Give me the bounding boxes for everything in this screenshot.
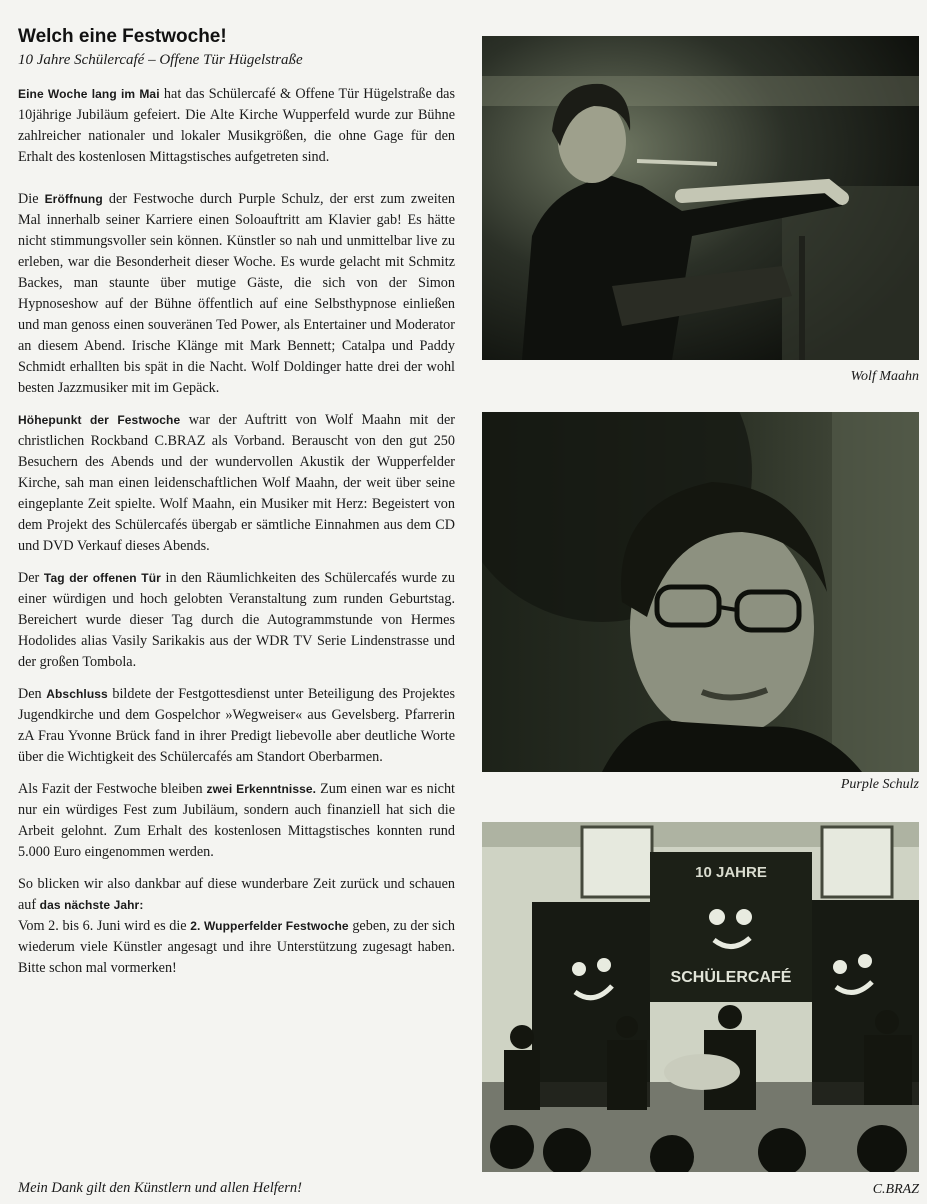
photo-caption: C.BRAZ: [872, 1182, 919, 1197]
article-subtitle: 10 Jahre Schülercafé – Offene Tür Hügelstraße: [18, 52, 303, 68]
paragraph-pre: Die: [18, 191, 45, 207]
paragraph-lead: zwei Erkenntnisse.: [206, 782, 317, 796]
article-text-column: [18, 26, 455, 979]
closing-thanks: Mein Dank gilt den Künstlern und allen Helfern!: [18, 1180, 302, 1196]
paragraph-pre: So blicken wir also dankbar auf diese wunderbare Zeit zurück und schauen auf: [18, 876, 455, 913]
paragraph-lead: das nächste Jahr:: [39, 898, 144, 912]
paragraph-pre: Vom 2. bis 6. Juni wird es die: [18, 918, 191, 934]
paragraph-outlook: [18, 874, 455, 979]
photo-caption: Purple Schulz: [840, 777, 919, 792]
photo-caption: Wolf Maahn: [850, 369, 919, 384]
paragraph-conclusion: [18, 779, 455, 863]
paragraph-body: in den Räumlichkeiten des Schülercafés wurde zu einer würdigen und hoch gelobten Veranstaltung zum runden Geburtstag. Bereichert wurde dieser Tag durch die Autogrammstunde von Hermes Hodolides alias Vasily Sarikakis aus der WDR TV Serie Lindenstrasse und der großen Tombola.: [18, 570, 455, 670]
photo-purple-schulz: [482, 412, 919, 772]
paragraph-body: Zum einen war es nicht nur ein würdiges Fest zum Jubiläum, sondern auch finanziell hat sich die Arbeit gelohnt. Zum Erhalt des kostenlosen Mittagstisches konnten rund 5.000 Euro eingenommen werden.: [18, 781, 455, 860]
paragraph-open-day: [18, 568, 455, 673]
paragraph-body: bildete der Festgottesdienst unter Beteiligung des Projektes Jugendkirche und dem Gospelchor »Wegweiser« aus Gevelsberg. Pfarrerin zA Frau Yvonne Brück fand in ihrer Predigt liebevolle aber deutliche Worte über die Wichtigkeit des Schülercafés am Standort Oberbarmen.: [18, 686, 456, 765]
paragraph-body: geben, zu der sich wiederum viele Künstler angesagt und ihre Unterstützung zugesagt haben. Bitte schon mal vormerken!: [18, 918, 455, 976]
paragraph-pre: Den: [18, 686, 47, 702]
banner-text: SCHÜLERCAFÉ: [670, 969, 792, 986]
paragraph-lead: Eröffnung: [44, 192, 103, 206]
paragraph-lead: Höhepunkt der Festwoche: [18, 413, 181, 427]
photo-cbraz-image: [482, 822, 919, 1172]
paragraph-pre: Als Fazit der Festwoche bleiben: [18, 781, 207, 797]
photo-wolf-maahn-image: [482, 36, 919, 360]
photo-purple-schulz-image: [482, 412, 919, 772]
paragraph-opening: [18, 189, 455, 399]
paragraph-lead: 2. Wupperfelder Festwoche: [190, 919, 349, 933]
paragraph-intro: [18, 84, 455, 168]
article-title: Welch eine Festwoche!: [18, 26, 227, 47]
paragraph-lead: Abschluss: [46, 687, 108, 701]
paragraph-body: der Festwoche durch Purple Schulz, der erst zum zweiten Mal innerhalb seiner Karriere einen Soloauftritt am Klavier gab! Es hätte nicht stimmungsvoller sein können. Künstler so nah und unmittelbar live zu erleben, war die Besonderheit dieser Woche. Es wurde gelacht mit Schmitz Backes, man staunte über mutige Gäste, die sich von der Simon Hypnoseshow auf der Bühne öffentlich auf eine Selbsthypnose einließen und man genoss einen souveränen Ted Power, als Entertainer und Moderator an diesem Abend. Irische Klänge mit Mark Bennett; Catalpa und Paddy Schmidt erhallten bis spät in die Nacht. Wolf Doldinger hatte drei der wohl besten Jazzmusiker mit im Gepäck.: [18, 191, 455, 396]
paragraph-lead: Eine Woche lang im Mai: [18, 87, 160, 101]
paragraph-closing-service: [18, 684, 455, 768]
paragraph-body: hat das Schülercafé & Offene Tür Hügelstraße das 10jährige Jubiläum gefeiert. Die Alte Kirche Wupperfeld wurde zur Bühne zahlreicher nationaler und lokaler Musikgrößen, die ohne Gage für den Erhalt des kostenlosen Mittagstisches aufgetreten sind.: [18, 86, 455, 165]
paragraph-lead: Tag der offenen Tür: [43, 571, 161, 585]
paragraph-highlight: [18, 410, 455, 557]
paragraph-body: war der Auftritt von Wolf Maahn mit der christlichen Rockband C.BRAZ als Vorband. Berauscht von den gut 250 Besuchern des Abends und der wundervollen Akustik der Wupperfelder Kirche, sah man einen leidenschaftlichen Wolf Maahn, der weit über seine eingeplante Zeit spielte. Wolf Maahn, ein Musiker mit Herz: Begeistert von dem Projekt des Schülercafés übergab er sämtliche Einnahmen aus dem CD und DVD Verkauf dieses Abends.: [18, 412, 456, 554]
paragraph-pre: Der: [18, 570, 44, 586]
photo-wolf-maahn: [482, 36, 919, 360]
banner-top-text: 10 JAHRE: [695, 864, 767, 881]
photo-cbraz: [482, 822, 919, 1172]
